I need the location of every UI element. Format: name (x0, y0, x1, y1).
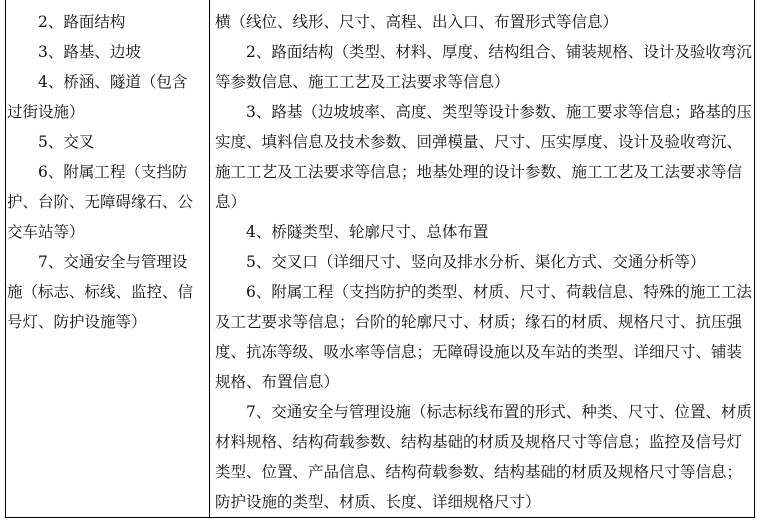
right-column-line: 实度、填料信息及技术参数、回弹模量、尺寸、压实厚度、设计及验收弯沉、 (215, 133, 743, 151)
right-column (215, 7, 755, 517)
right-column-line: 息） (215, 193, 247, 211)
right-column-line: 2、路面结构（类型、材料、厚度、结构组合、铺装规格、设计及验收弯沉 (246, 43, 752, 61)
left-column-line: 施（标志、标线、监控、信 (7, 283, 194, 301)
right-column-line: 施工工艺及工法要求等信息；地基处理的设计参数、施工工艺及工法要求等信 (215, 163, 743, 181)
left-column-line: 过街设施） (7, 103, 85, 121)
left-column-line: 护、台阶、无障碍缘石、公 (7, 193, 194, 211)
right-column-line: 度、抗冻等级、吸水率等信息；无障碍设施以及车站的类型、详细尺寸、铺装 (215, 343, 743, 361)
left-column-line: 2、路面结构 (38, 13, 126, 31)
right-column-line: 5、交叉口（详细尺寸、竖向及排水分析、渠化方式、交通分析等） (246, 253, 706, 271)
left-column-line: 7、交通安全与管理设 (38, 253, 188, 271)
right-column-line: 4、桥隧类型、轮廓尺寸、总体布置 (246, 223, 489, 241)
right-column-line: 等参数信息、施工工艺及工法要求等信息） (215, 73, 510, 91)
column-divider (209, 0, 210, 518)
left-column-line: 3、路基、边坡 (38, 43, 141, 61)
right-column-line: 规格、布置信息） (215, 373, 340, 391)
right-column-line: 类型、位置、产品信息、结构荷载参数、结构基础的材质及规格尺寸等信息； (215, 463, 743, 481)
left-column-line: 号灯、防护设施等） (7, 313, 147, 331)
right-column-line: 横（线位、线形、尺寸、高程、出入口、布置形式等信息） (215, 13, 619, 31)
right-column-line: 材料规格、结构荷载参数、结构基础的材质及规格尺寸等信息；监控及信号灯 (215, 433, 743, 451)
right-column-line: 及工艺要求等信息；台阶的轮廓尺寸、材质；缘石的材质、规格尺寸、抗压强 (215, 313, 743, 331)
right-column-line: 3、路基（边坡坡率、高度、类型等设计参数、施工要求等信息；路基的压 (246, 103, 752, 121)
left-column-line: 交车站等） (7, 223, 85, 241)
left-column-line: 4、桥涵、隧道（包含 (38, 73, 188, 91)
right-column-line: 6、附属工程（支挡防护的类型、材质、尺寸、荷载信息、特殊的施工工法 (246, 283, 752, 301)
left-column-line: 6、附属工程（支挡防 (38, 163, 188, 181)
left-column (7, 7, 207, 337)
right-column-line: 7、交通安全与管理设施（标志标线布置的形式、种类、尺寸、位置、材质 (246, 403, 752, 421)
left-column-line: 5、交叉 (38, 133, 95, 151)
right-column-line: 防护设施的类型、材质、长度、详细规格尺寸） (215, 493, 541, 511)
